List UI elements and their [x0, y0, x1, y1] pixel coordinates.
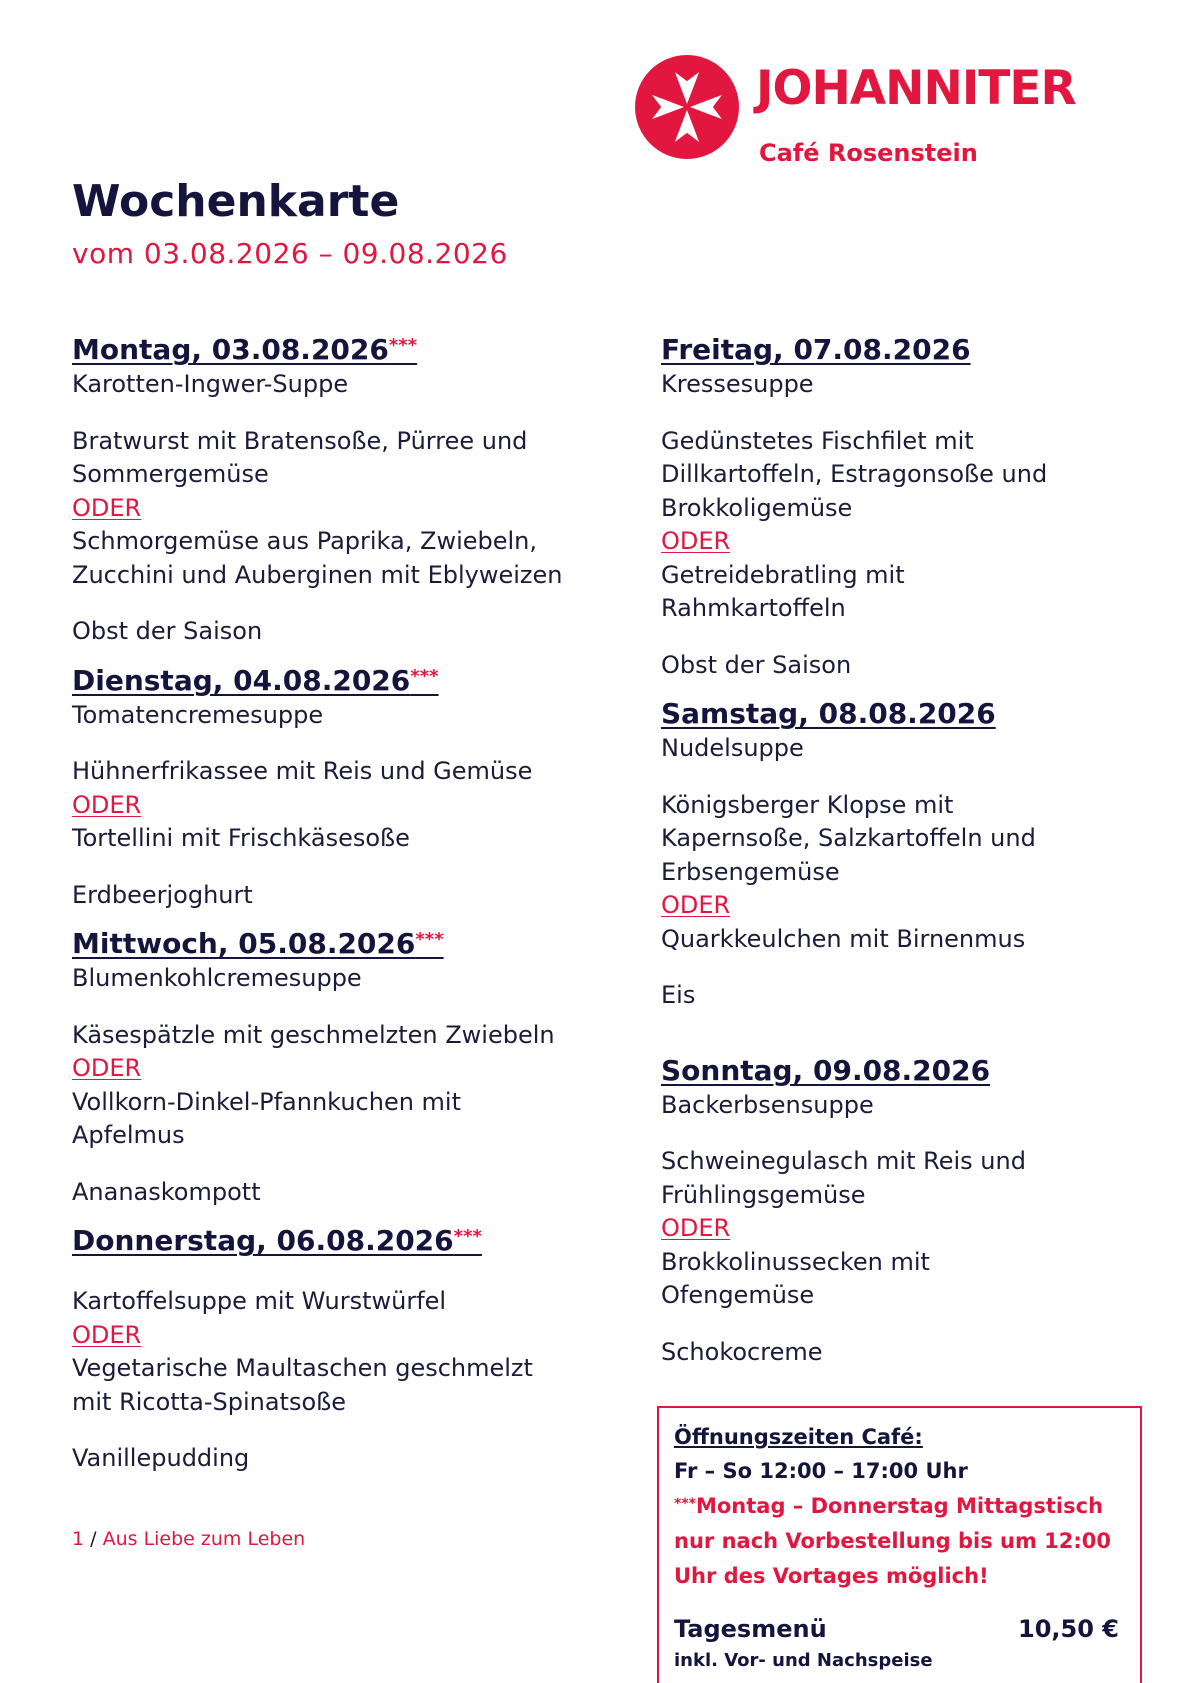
opening-hours-title: Öffnungszeiten Café:: [674, 1425, 923, 1449]
alt-dish-line: Apfelmus: [72, 1121, 185, 1149]
or-label: ODER: [72, 1054, 142, 1082]
brand-logo: [635, 55, 1075, 170]
brand-subtitle: Café Rosenstein: [759, 139, 978, 167]
brand-name: JOHANNITER: [756, 61, 1076, 116]
opening-hours-box: [657, 1406, 1142, 1683]
dessert: Obst der Saison: [661, 650, 852, 679]
or-label: ODER: [661, 1214, 731, 1242]
day-thursday: [72, 1223, 632, 1476]
maltese-cross-icon: [635, 55, 739, 159]
soup: Blumenkohlcremesuppe: [72, 964, 362, 992]
page-number: 1: [72, 1528, 85, 1550]
alt-dish-line: Zucchini und Auberginen mit Eblyweizen: [72, 560, 563, 589]
or-label: ODER: [661, 891, 731, 919]
soup: Kressesuppe: [661, 370, 814, 398]
alt-dish-line: mit Ricotta-Spinatsoße: [72, 1387, 347, 1416]
day-heading: Mittwoch, 05.08.2026***: [72, 927, 444, 960]
alt-dish-line: Quarkkeulchen mit Birnenmus: [661, 924, 1026, 953]
or-label: ODER: [72, 493, 142, 522]
preorder-notice-line: nur nach Vorbestellung bis um 12:00: [674, 1529, 1112, 1553]
daily-menu-price: 10,50 €: [1018, 1615, 1119, 1643]
day-tuesday: [72, 663, 632, 913]
main-dish-line: Gedünstetes Fischfilet mit: [661, 426, 974, 455]
dessert: Vanillepudding: [72, 1444, 250, 1472]
date-range: vom 03.08.2026 – 09.08.2026: [72, 237, 508, 270]
or-label: ODER: [72, 1320, 142, 1349]
alt-dish-line: Getreidebratling mit: [661, 560, 905, 589]
main-dish-line: Sommergemüse: [72, 460, 269, 488]
main-dish-line: Schweinegulasch mit Reis und: [661, 1147, 1026, 1175]
main-dish-line: Bratwurst mit Bratensoße, Pürree und: [72, 426, 528, 455]
day-sunday: [661, 1053, 1141, 1370]
dessert: Ananaskompott: [72, 1177, 261, 1206]
opening-hours: Fr – So 12:00 – 17:00 Uhr: [674, 1459, 968, 1483]
footer-slogan: Aus Liebe zum Leben: [102, 1528, 306, 1550]
main-dish-line: Käsespätzle mit geschmelzten Zwiebeln: [72, 1020, 555, 1049]
day-friday: [661, 332, 1141, 682]
main-dish-line: Brokkoligemüse: [661, 493, 853, 522]
alt-dish-line: Rahmkartoffeln: [661, 594, 846, 622]
dessert: Eis: [661, 981, 696, 1009]
menu-column-right: [661, 332, 1141, 1369]
day-wednesday: [72, 926, 632, 1209]
day-heading: Samstag, 08.08.2026: [661, 697, 996, 730]
preorder-notice: ***Montag – Donnerstag Mittagstisch: [674, 1494, 1104, 1518]
day-heading: Sonntag, 09.08.2026: [661, 1053, 991, 1087]
main-dish-line: Kartoffelsuppe mit Wurstwürfel: [72, 1287, 447, 1315]
daily-menu-row: [674, 1612, 1119, 1646]
main-dish-line: Erbsengemüse: [661, 857, 840, 886]
main-dish-line: Hühnerfrikassee mit Reis und Gemüse: [72, 757, 533, 785]
dessert: Obst der Saison: [72, 617, 263, 645]
preorder-notice-line: Uhr des Vortages möglich!: [674, 1564, 989, 1588]
dessert: Schokocreme: [661, 1337, 823, 1366]
day-heading: Montag, 03.08.2026***: [72, 333, 418, 366]
soup: Karotten-Ingwer-Suppe: [72, 370, 349, 398]
day-heading: Dienstag, 04.08.2026***: [72, 663, 439, 697]
or-label: ODER: [661, 527, 731, 555]
alt-dish-line: Schmorgemüse aus Paprika, Zwiebeln,: [72, 527, 538, 555]
main-dish-line: Dillkartoffeln, Estragonsoße und: [661, 460, 1048, 488]
day-heading: Freitag, 07.08.2026: [661, 333, 971, 366]
day-heading: Donnerstag, 06.08.2026***: [72, 1224, 482, 1257]
main-dish-line: Frühlingsgemüse: [661, 1180, 866, 1209]
main-dish-line: Königsberger Klopse mit: [661, 790, 954, 819]
day-saturday: [661, 696, 1141, 1013]
main-dish-line: Kapernsoße, Salzkartoffeln und: [661, 824, 1036, 852]
soup: Tomatencremesuppe: [72, 700, 324, 729]
daily-menu-label: Tagesmenü: [674, 1615, 827, 1643]
alt-dish-line: Vegetarische Maultaschen geschmelzt: [72, 1354, 533, 1382]
alt-dish-line: Ofengemüse: [661, 1281, 815, 1309]
daily-menu-note: inkl. Vor- und Nachspeise: [674, 1650, 933, 1671]
alt-dish-line: Vollkorn-Dinkel-Pfannkuchen mit: [72, 1087, 462, 1116]
alt-dish-line: Tortellini mit Frischkäsesoße: [72, 824, 410, 852]
alt-dish-line: Brokkolinussecken mit: [661, 1247, 930, 1276]
or-label: ODER: [72, 790, 142, 819]
soup: Nudelsuppe: [661, 734, 804, 762]
page-footer: [72, 1528, 305, 1550]
day-monday: [72, 332, 632, 649]
footer-separator: /: [90, 1528, 97, 1550]
page-title: Wochenkarte: [72, 176, 400, 227]
dessert: Erdbeerjoghurt: [72, 880, 253, 909]
menu-column-left: [72, 332, 632, 1476]
soup: Backerbsensuppe: [661, 1090, 874, 1119]
